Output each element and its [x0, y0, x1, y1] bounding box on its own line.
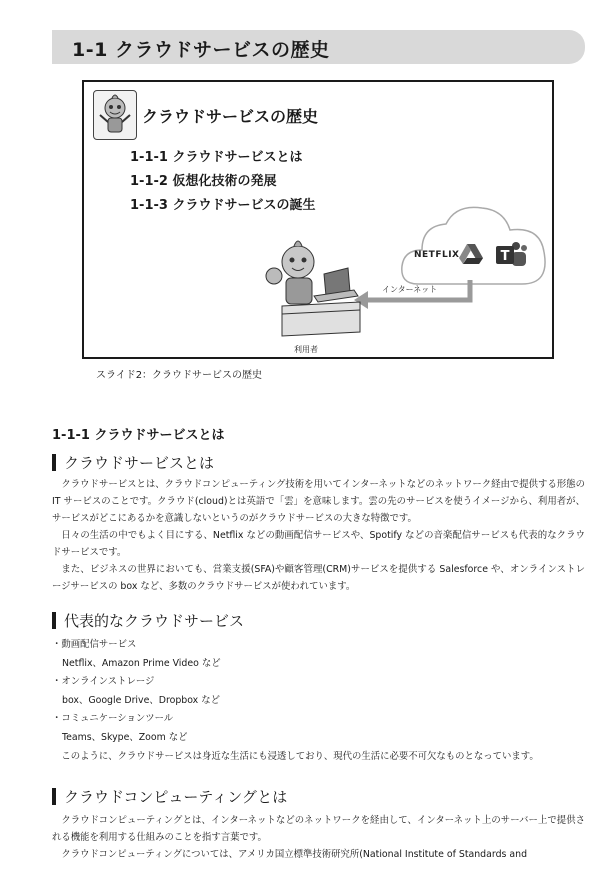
paragraph: 日々の生活の中でもよく目にする、Netflix などの動画配信サービスや、Spotify などの音楽配信サービスも代表的なクラウドサービスです。 [52, 530, 585, 558]
body-text [52, 476, 585, 595]
chapter-title-bar [52, 30, 585, 64]
slide-item: 1-1-3 クラウドサービスの誕生 [130, 198, 316, 213]
slide-item: 1-1-1 クラウドサービスとは [130, 150, 303, 165]
list-item-examples: Netflix、Amazon Prime Video など [62, 657, 221, 669]
paragraph: クラウドコンピューティングとは、インターネットなどのネットワークを経由して、インターネット上のサーバー上で提供される機能を利用する仕組みのことを指す言葉です。 [52, 815, 585, 843]
list-item-category: ・ オンラインストレージ [52, 673, 221, 692]
list-item-category: ・ コミュニケーションツール [52, 710, 221, 729]
internet-label: インターネット [382, 285, 438, 294]
sub-heading: クラウドサービスとは [52, 452, 214, 473]
google-drive-icon [458, 242, 484, 266]
section-heading: 1-1-1 クラウドサービスとは [52, 428, 225, 443]
user-at-computer-icon [264, 232, 364, 344]
slide-title: クラウドサービスの歴史 [142, 107, 319, 126]
paragraph: クラウドサービスとは、クラウドコンピューティング技術を用いてインターネットなどのネットワーク経由で提供する形態の IT サービスのことです。クラウド(cloud)とは英語で「雲」を意味します。雲の先のサービスを使うイメージから、利用者が、サービスがどこにあるかを意識しないというのがクラウドサービスの大きな特徴です。 [52, 479, 585, 524]
paragraph: また、ビジネスの世界においても、営業支援(SFA)や顧客管理(CRM)サービスを提供する Salesforce や、オンラインストレージサービスの box など、多数のクラウドサービスが使われています。 [52, 564, 585, 592]
chapter-title: 1-1 クラウドサービスの歴史 [72, 39, 330, 61]
paragraph: クラウドコンピューティングについては、アメリカ国立標準技術研究所(National Institute of Standards and [61, 849, 528, 860]
sub-heading: クラウドコンピューティングとは [52, 786, 287, 807]
figure-caption: スライド2：クラウドサービスの歴史 [96, 370, 263, 381]
teams-icon [494, 238, 528, 270]
body-text [52, 812, 585, 863]
list-item-examples: box、Google Drive、Dropbox など [62, 694, 220, 706]
list-item-category: ・ 動画配信サービス [52, 636, 221, 655]
list-item-examples: Teams、Skype、Zoom など [62, 731, 188, 743]
svg-text:T: T [500, 249, 510, 264]
mascot-icon [93, 90, 137, 140]
sub-heading: 代表的なクラウドサービス [52, 610, 244, 631]
slide-figure [82, 80, 554, 359]
closing-paragraph: このように、クラウドサービスは身近な生活にも浸透しており、現代の生活に必要不可欠なものとなっています。 [61, 751, 539, 762]
slide-item: 1-1-2 仮想化技術の発展 [130, 174, 277, 189]
service-list [52, 636, 221, 747]
user-label: 利用者 [294, 345, 318, 354]
netflix-logo: NETFLIX [414, 250, 460, 260]
